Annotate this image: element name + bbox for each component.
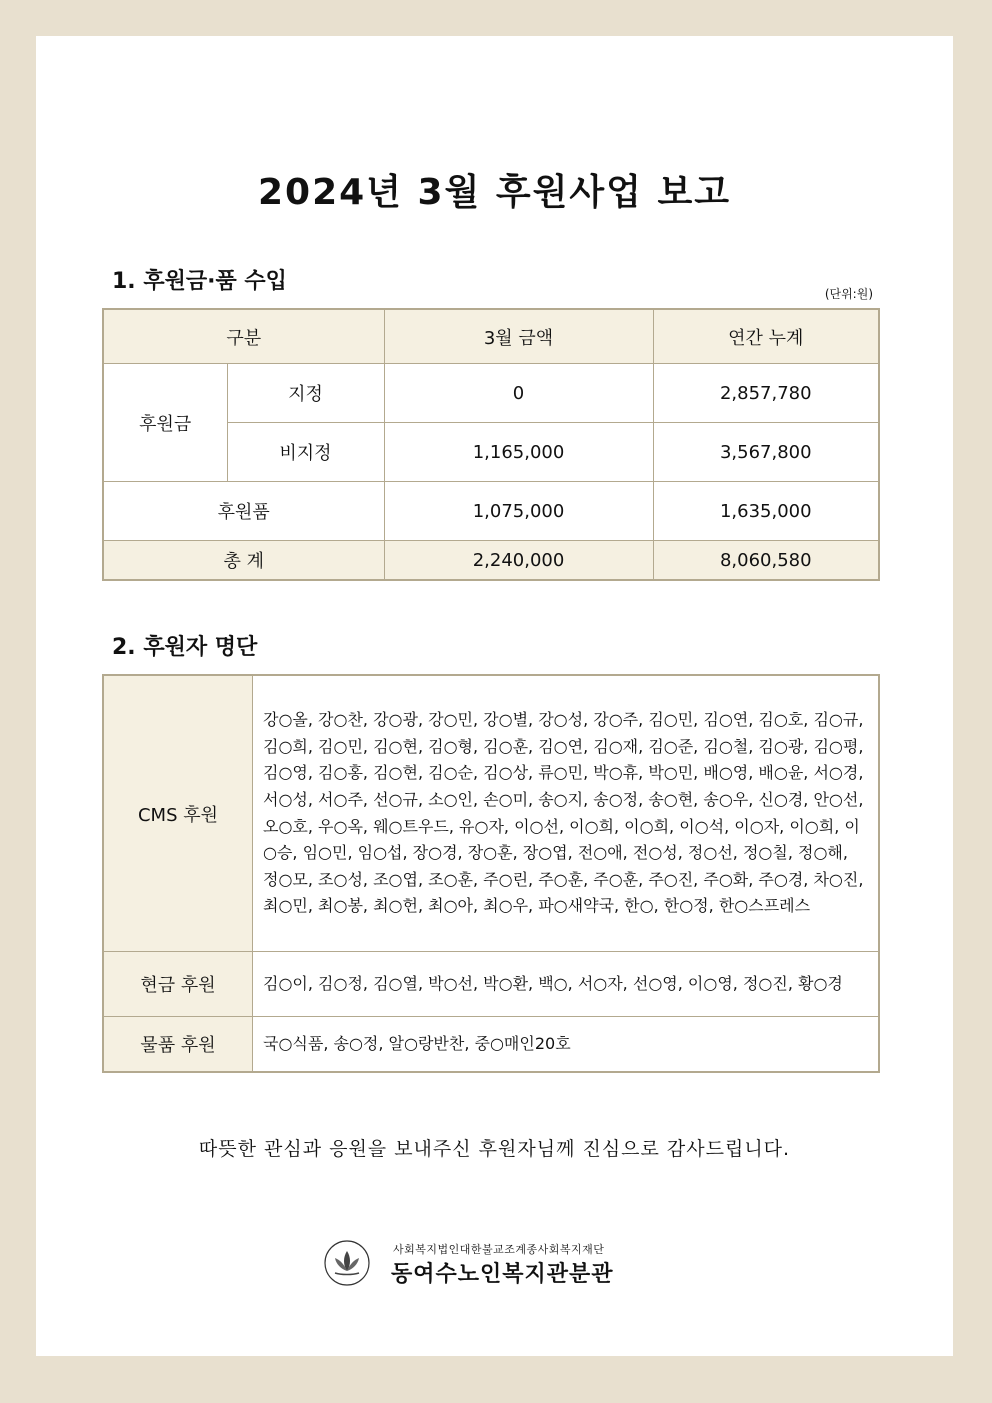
donor-group-cash xyxy=(103,952,879,1017)
total-label: 총 계 xyxy=(103,541,384,581)
income-table xyxy=(102,308,880,581)
total-row xyxy=(103,541,879,581)
total-march-value: 2,240,000 xyxy=(384,541,653,581)
goods-annual-value: 1,635,000 xyxy=(653,482,879,541)
donor-group-label: 현금 후원 xyxy=(103,952,253,1017)
header-march: 3월 금액 xyxy=(384,309,653,364)
donor-group-goods xyxy=(103,1017,879,1073)
donor-group-cms xyxy=(103,675,879,952)
lotus-icon xyxy=(323,1239,371,1287)
organization-footer xyxy=(323,1239,683,1289)
header-annual: 연간 누계 xyxy=(653,309,879,364)
row-label: 지정 xyxy=(227,364,384,423)
donor-group-label: CMS 후원 xyxy=(103,675,253,952)
row-march-value: 0 xyxy=(384,364,653,423)
foundation-name: 사회복지법인대한불교조계종사회복지재단 xyxy=(393,1243,605,1256)
donor-table xyxy=(102,674,880,1073)
donor-group-label: 물품 후원 xyxy=(103,1017,253,1073)
donor-names: 국○식품, 송○정, 알○랑반찬, 중○매인20호 xyxy=(253,1017,880,1073)
goods-row xyxy=(103,482,879,541)
section1-heading: 1. 후원금·품 수입 xyxy=(112,269,287,294)
table-row xyxy=(103,364,879,423)
goods-label: 후원품 xyxy=(103,482,384,541)
goods-march-value: 1,075,000 xyxy=(384,482,653,541)
donor-names: 김○이, 김○정, 김○열, 박○선, 박○환, 백○, 서○자, 선○영, 이○영, 정○진, 황○경 xyxy=(253,952,880,1017)
organization-name: 동여수노인복지관분관 xyxy=(391,1262,614,1287)
row-annual-value: 3,567,800 xyxy=(653,423,879,482)
header-category: 구분 xyxy=(103,309,384,364)
donor-names: 강○올, 강○찬, 강○광, 강○민, 강○별, 강○성, 강○주, 김○민, 김○연, 김○호, 김○규, 김○희, 김○민, 김○현, 김○형, 김○훈, 김○연, 김○재, 김○준, 김○철, 김○광, 김○평, 김○영, 김○홍, 김○현, 김○순, 김○상, 류○민, 박○휴, 박○민, 배○영, 배○윤, 서○경, 서○성, 서○주, 선○규, 소○인, 손○미, 송○지, 송○정, 송○현, 송○우, 신○경, 안○선, 오○호, 우○옥, 웨○트우드, 유○자, 이○선, 이○희, 이○희, 이○석, 이○자, 이○희, 이○승, 임○민, 임○섭, 장○경, 장○훈, 장○엽, 전○애, 전○성, 정○선, 정○칠, 정○해, 정○모, 조○성, 조○엽, 조○훈, 주○린, 주○훈, 주○훈, 주○진, 주○화, 주○경, 차○진, 최○민, 최○봉, 최○헌, 최○아, 최○우, 파○새약국, 한○, 한○정, 한○스프레스 xyxy=(253,675,880,952)
row-label: 비지정 xyxy=(227,423,384,482)
closing-message: 따뜻한 관심과 응원을 보내주신 후원자님께 진심으로 감사드립니다. xyxy=(198,1138,791,1160)
total-annual-value: 8,060,580 xyxy=(653,541,879,581)
row-annual-value: 2,857,780 xyxy=(653,364,879,423)
row-march-value: 1,165,000 xyxy=(384,423,653,482)
income-table-header xyxy=(103,309,879,364)
document-page xyxy=(36,36,953,1356)
section2-heading: 2. 후원자 명단 xyxy=(112,635,258,660)
unit-label: (단위:원) xyxy=(824,287,873,301)
donation-label: 후원금 xyxy=(103,364,227,482)
page-title: 2024년 3월 후원사업 보고 xyxy=(257,172,732,213)
